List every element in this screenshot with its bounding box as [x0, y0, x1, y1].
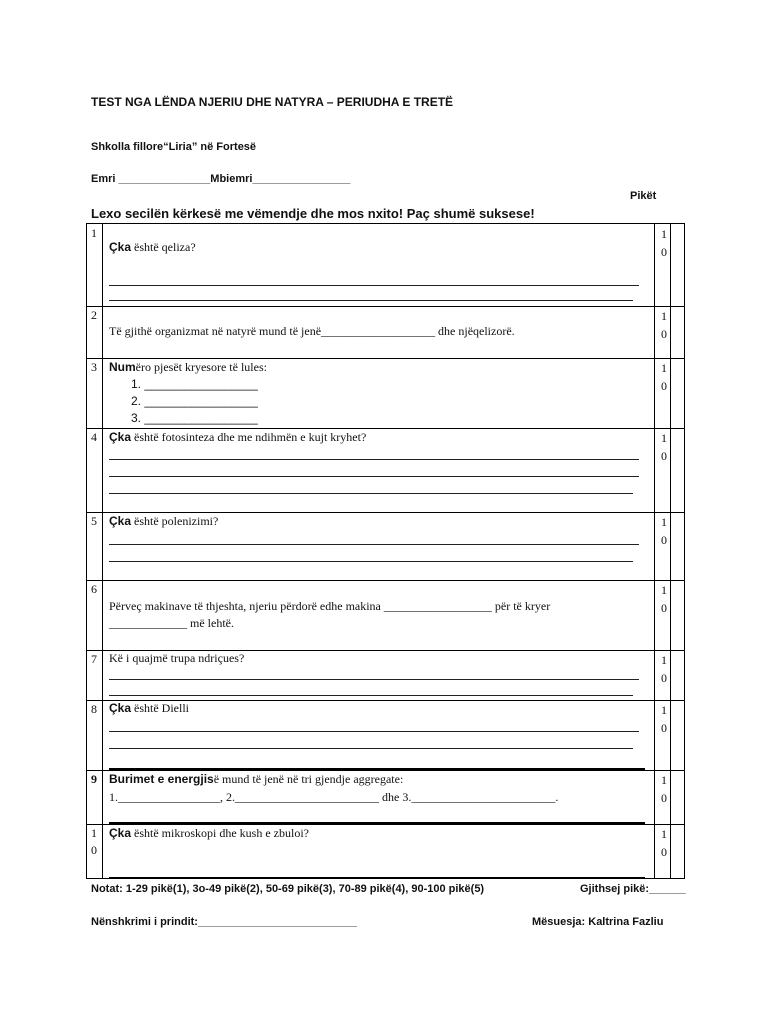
answer-line[interactable]	[109, 731, 639, 732]
question-number: 4	[91, 430, 97, 444]
question-text: Të gjithë organizmat në natyrë mund të jenë___________________ dhe njëqelizorë.	[109, 324, 515, 338]
row-divider	[87, 580, 684, 581]
row-divider	[87, 512, 684, 513]
question-points: 1 0	[661, 227, 667, 259]
question-text-continued: _____________ më lehtë.	[109, 616, 234, 630]
question-text	[109, 772, 403, 787]
answer-line-thick[interactable]	[109, 877, 645, 879]
question-number: 6	[91, 582, 97, 596]
question-rest: është Dielli	[131, 701, 189, 715]
question-number: 8	[91, 702, 97, 716]
question-text	[109, 514, 218, 529]
name-line: Emri _______________Mbiemri________________	[91, 173, 351, 185]
question-number: 5	[91, 514, 97, 528]
parent-signature[interactable]: Nënshkrimi i prindit:__________________________	[91, 916, 358, 928]
school-name: Shkolla fillore“Liria” në Fortesë	[91, 141, 257, 153]
question-bold: Çka	[109, 701, 132, 715]
question-text	[109, 360, 267, 375]
list-item: 3. _________________	[131, 411, 258, 425]
row-divider	[87, 428, 684, 429]
column-divider	[654, 224, 655, 878]
question-rest: është mikroskopi dhe kush e zbuloi?	[131, 826, 309, 840]
question-rest: ë mund të jenë në tri gjendje aggregate:	[213, 772, 404, 786]
question-bold: Num	[109, 360, 136, 374]
question-text	[109, 826, 309, 841]
question-points: 1 0	[661, 827, 667, 859]
answer-line[interactable]	[109, 476, 639, 477]
question-points: 1 0	[661, 515, 667, 547]
question-number: 2	[91, 308, 97, 322]
question-points: 1 0	[661, 583, 667, 615]
column-divider	[102, 224, 103, 878]
question-points: 1 0	[661, 653, 667, 685]
question-rest: është qeliza?	[131, 240, 196, 254]
question-text	[109, 240, 196, 255]
question-bold: Çka	[109, 240, 132, 254]
question-rest: është polenizimi?	[131, 514, 219, 528]
question-text-continued: 1._________________, 2.________________________ dhe 3.________________________.	[109, 790, 559, 804]
page-title: TEST NGA LËNDA NJERIU DHE NATYRA – PERIUDHA E TRETË	[91, 95, 454, 109]
question-number: 9	[91, 772, 97, 786]
list-item: 1. _________________	[131, 377, 258, 391]
question-bold: Çka	[109, 430, 132, 444]
question-points: 1 0	[661, 361, 667, 393]
question-text: Kë i quajmë trupa ndriçues?	[109, 651, 245, 665]
questions-table	[86, 223, 685, 879]
grades-scale: Notat: 1-29 pikë(1), 3o-49 pikë(2), 50-69 pikë(3), 70-89 pikë(4), 90-100 pikë(5)	[91, 883, 485, 895]
question-number: 1	[91, 226, 97, 240]
question-bold: Çka	[109, 514, 132, 528]
question-number: 3	[91, 360, 97, 374]
question-points: 1 0	[661, 773, 667, 805]
question-rest: është fotosinteza dhe me ndihmën e kujt kryhet?	[131, 430, 367, 444]
list-item: 2. _________________	[131, 394, 258, 408]
answer-line[interactable]	[109, 748, 633, 749]
question-points: 1 0	[661, 431, 667, 463]
question-number: 1 0	[91, 826, 97, 857]
answer-line[interactable]	[109, 695, 633, 696]
question-points: 1 0	[661, 309, 667, 341]
answer-line[interactable]	[109, 285, 639, 286]
answer-line[interactable]	[109, 459, 639, 460]
answer-line-thick[interactable]	[109, 822, 645, 824]
question-number: 7	[91, 652, 97, 666]
question-points: 1 0	[661, 703, 667, 735]
row-divider	[87, 770, 684, 771]
answer-line[interactable]	[109, 493, 633, 494]
row-divider	[87, 358, 684, 359]
answer-line[interactable]	[109, 544, 639, 545]
answer-line[interactable]	[109, 300, 633, 301]
row-divider	[87, 306, 684, 307]
question-text	[109, 701, 189, 716]
question-bold: Çka	[109, 826, 132, 840]
answer-line-thick[interactable]	[109, 768, 645, 770]
answer-line[interactable]	[109, 561, 633, 562]
answer-line[interactable]	[109, 679, 639, 680]
question-text: Përveç makinave të thjeshta, njeriu përdorë edhe makina __________________ për të kryer	[109, 599, 551, 613]
total-points[interactable]: Gjithsej pikë:______	[580, 883, 686, 895]
question-text	[109, 430, 366, 445]
points-label: Pikët	[630, 190, 657, 202]
teacher-name: Mësuesja: Kaltrina Fazliu	[532, 916, 664, 928]
question-bold: Burimet e energjis	[109, 772, 214, 786]
row-divider	[87, 824, 684, 825]
question-rest: ëro pjesët kryesore të lules:	[135, 360, 267, 374]
instruction: Lexo secilën kërkesë me vëmendje dhe mos nxito! Paç shumë suksese!	[91, 206, 535, 221]
column-divider	[670, 224, 671, 878]
